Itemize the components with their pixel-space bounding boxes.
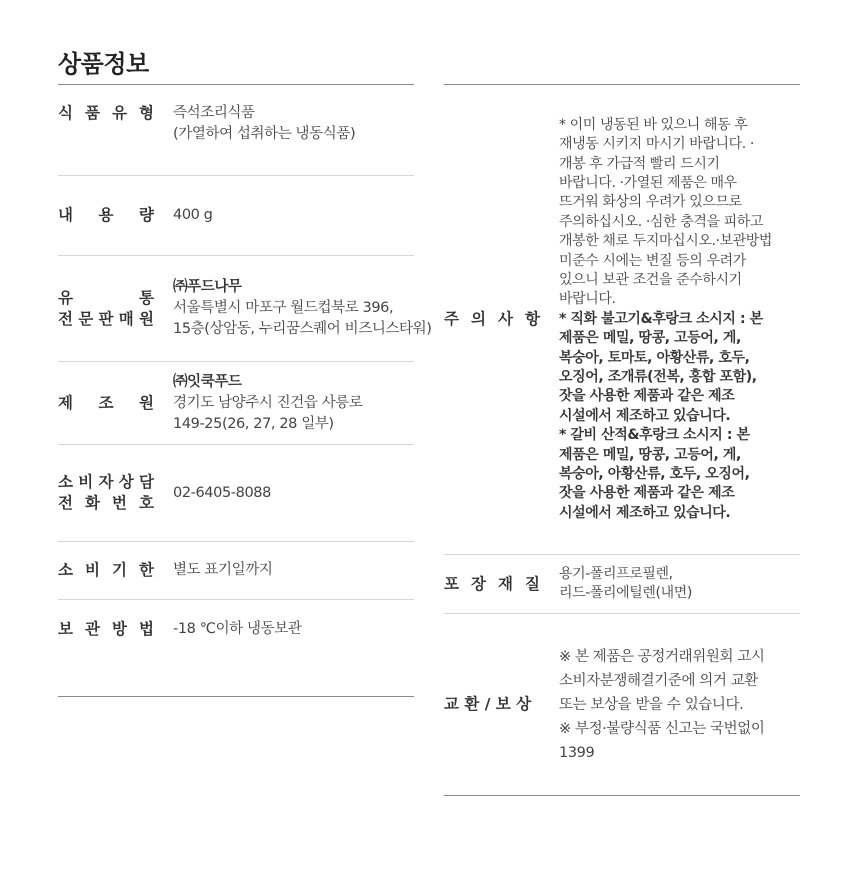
value-consumer-phone: 02-6405-8088 [173,484,271,501]
row-distributor [58,256,432,362]
label-manufacturer: 제 조 원 [58,393,154,412]
row-packaging [444,555,800,614]
row-consumer-phone [58,445,414,542]
row-storage [58,600,414,697]
row-exchange [444,614,800,796]
distributor-company: ㈜푸드나무 [173,279,242,295]
value-exchange: ※ 본 제품은 공정거래위원회 고시 소비자분쟁해결기준에 의거 교환 또는 보상을 받을 수 있습니다. ※ 부정·불량식품 신고는 국번없이 1399 [559,648,765,761]
product-info-table-right [444,84,800,796]
value-food-type: 즉석조리식품 (가열하여 섭취하는 냉동식품) [173,105,356,142]
value-manufacturer: ㈜잇쿡푸드 경기도 남양주시 진건읍 사릉로 149-25(26, 27, 28 일부) [173,373,363,432]
product-info-table-left [58,84,432,697]
value-storage: -18 ℃이하 냉동보관 [173,621,302,637]
manufacturer-company: ㈜잇쿡푸드 [173,373,242,390]
label-storage: 보 관 방 법 [58,620,154,638]
label-exchange: 교 환 / 보 상 [444,695,532,713]
row-food-type [58,85,414,176]
row-expiry [58,542,414,600]
label-distributor: 유 통 전 문 판 매 원 [58,288,154,328]
allergen-notice: * 직화 불고기&후랑크 소시지 : 본 [559,310,763,327]
value-caution: * 이미 냉동된 바 있으니 해동 후 재냉동 시키지 마시기 바랍니다. · 개봉 후 가급적 빨리 드시기 바랍니다. ·가열된 제품은 매우 뜨거워 화상의 우려가 있으므로 주의하십시오. ·심한 충격을 피하고 개봉한 채로 두지마십시오.·보관방법 미준수 시에는 변질 등의 우려가 있으니 보관 조건을 준수하시기 바랍니다. * 직화 불고기&후랑크 소시지 : 본 제품은 메밀, 땅콩, 고등어, 게, 복숭아, 토마토, 아황산류, 호두, 오징어, 조개류(전복, 홍합 포함), 잣을 사용한 제품과 같은 제조 시설에서 제조하고 있습니다. * 갈비 산적&후랑크 소시지 : 본 제품은 메밀, 땅콩, 고등어, 게, 복숭아, 아황산류, 호두, 오징어, 잣을 사용한 제품과 같은 제조 시설에서 제조하고 있습니다. [559,116,773,521]
value-packaging: 용기-폴리프로필렌, 리드-폴리에틸렌(내면) [559,565,692,601]
label-food-type: 식 품 유 형 [58,104,154,122]
label-caution: 주 의 사 항 [444,310,540,328]
value-expiry: 별도 표기일까지 [173,562,273,578]
page-title: 상품정보 [58,50,149,78]
value-distributor: ㈜푸드나무 서울특별시 마포구 월드컵북로 396, 15층(상암동, 누리꿈스퀘어 비즈니스타워) [173,279,432,337]
label-packaging: 포 장 재 질 [444,574,540,593]
value-net-content: 400 g [173,207,213,223]
label-net-content: 내 용 량 [58,206,154,224]
row-net-content [58,176,414,256]
label-consumer-phone: 소 비 자 상 담 전 화 번 호 [58,473,154,512]
row-caution [444,85,800,555]
row-manufacturer [58,362,414,445]
label-expiry: 소 비 기 한 [58,561,154,579]
